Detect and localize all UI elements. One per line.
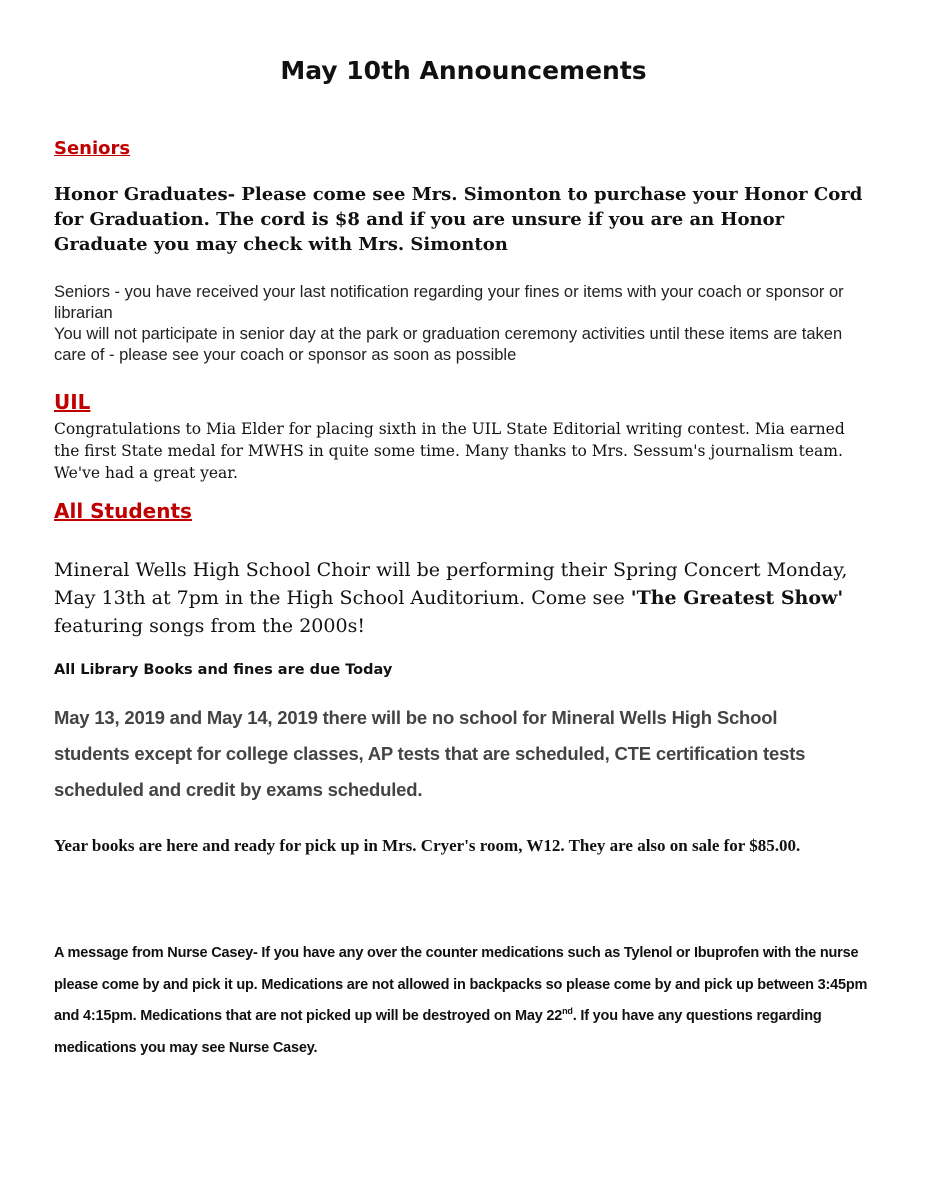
no-school-notice: May 13, 2019 and May 14, 2019 there will be no school for Mineral Wells High School students except for college classes, AP tests that are scheduled, CTE certification tests scheduled and credit by exams scheduled. <box>54 707 806 800</box>
choir-text-end: featuring songs from the 2000s! <box>54 615 365 637</box>
all-students-heading: All Students <box>54 499 192 523</box>
fines-line-2: You will not participate in senior day at the park or graduation ceremony activities until these items are taken care of - please see your coach or sponsor as soon as possible <box>54 325 843 364</box>
nurse-text: A message from Nurse Casey- If you have any over the counter medications such as Tylenol or Ibuprofen with the nurse please come by and pick it up. Medications are not allowed in backpacks so please come by and pick up between 3:45pm and 4:15pm. Medications that are not picked up will be destroyed on May 22 <box>54 945 868 1024</box>
nurse-message <box>54 938 874 1064</box>
seniors-heading: Seniors <box>54 138 131 159</box>
uil-heading: UIL <box>54 390 91 414</box>
seniors-fines-notice <box>54 282 869 366</box>
choir-concert-notice <box>54 556 854 640</box>
honor-graduates-notice: Honor Graduates- Please come see Mrs. Simonton to purchase your Honor Cord for Graduation. The cord is $8 and if you are unsure if you are an Honor Graduate you may check with Mrs. Simonton <box>54 184 863 255</box>
nurse-text-end: . If you have any questions regarding medications you may see Nurse Casey. <box>54 1008 822 1056</box>
yearbook-notice: Year books are here and ready for pick up in Mrs. Cryer's room, W12. They are also on sale for $85.00. <box>54 836 801 855</box>
nurse-date-suffix: nd <box>562 1006 573 1016</box>
page-title: May 10th Announcements <box>280 56 647 85</box>
choir-text: Mineral Wells High School Choir will be performing their Spring Concert Monday, May 13th at 7pm in the High School Auditorium. Come see <box>54 559 848 609</box>
uil-announcement: Congratulations to Mia Elder for placing sixth in the UIL State Editorial writing contest. Mia earned the first State medal for MWHS in quite some time. Many thanks to Mrs. Sessum's journalism team. We've had a great year. <box>54 420 845 482</box>
library-notice: All Library Books and fines are due Today <box>54 662 393 678</box>
choir-show-title: 'The Greatest Show' <box>630 587 844 609</box>
fines-line-1: Seniors - you have received your last notification regarding your fines or items with your coach or sponsor or librarian <box>54 283 844 322</box>
